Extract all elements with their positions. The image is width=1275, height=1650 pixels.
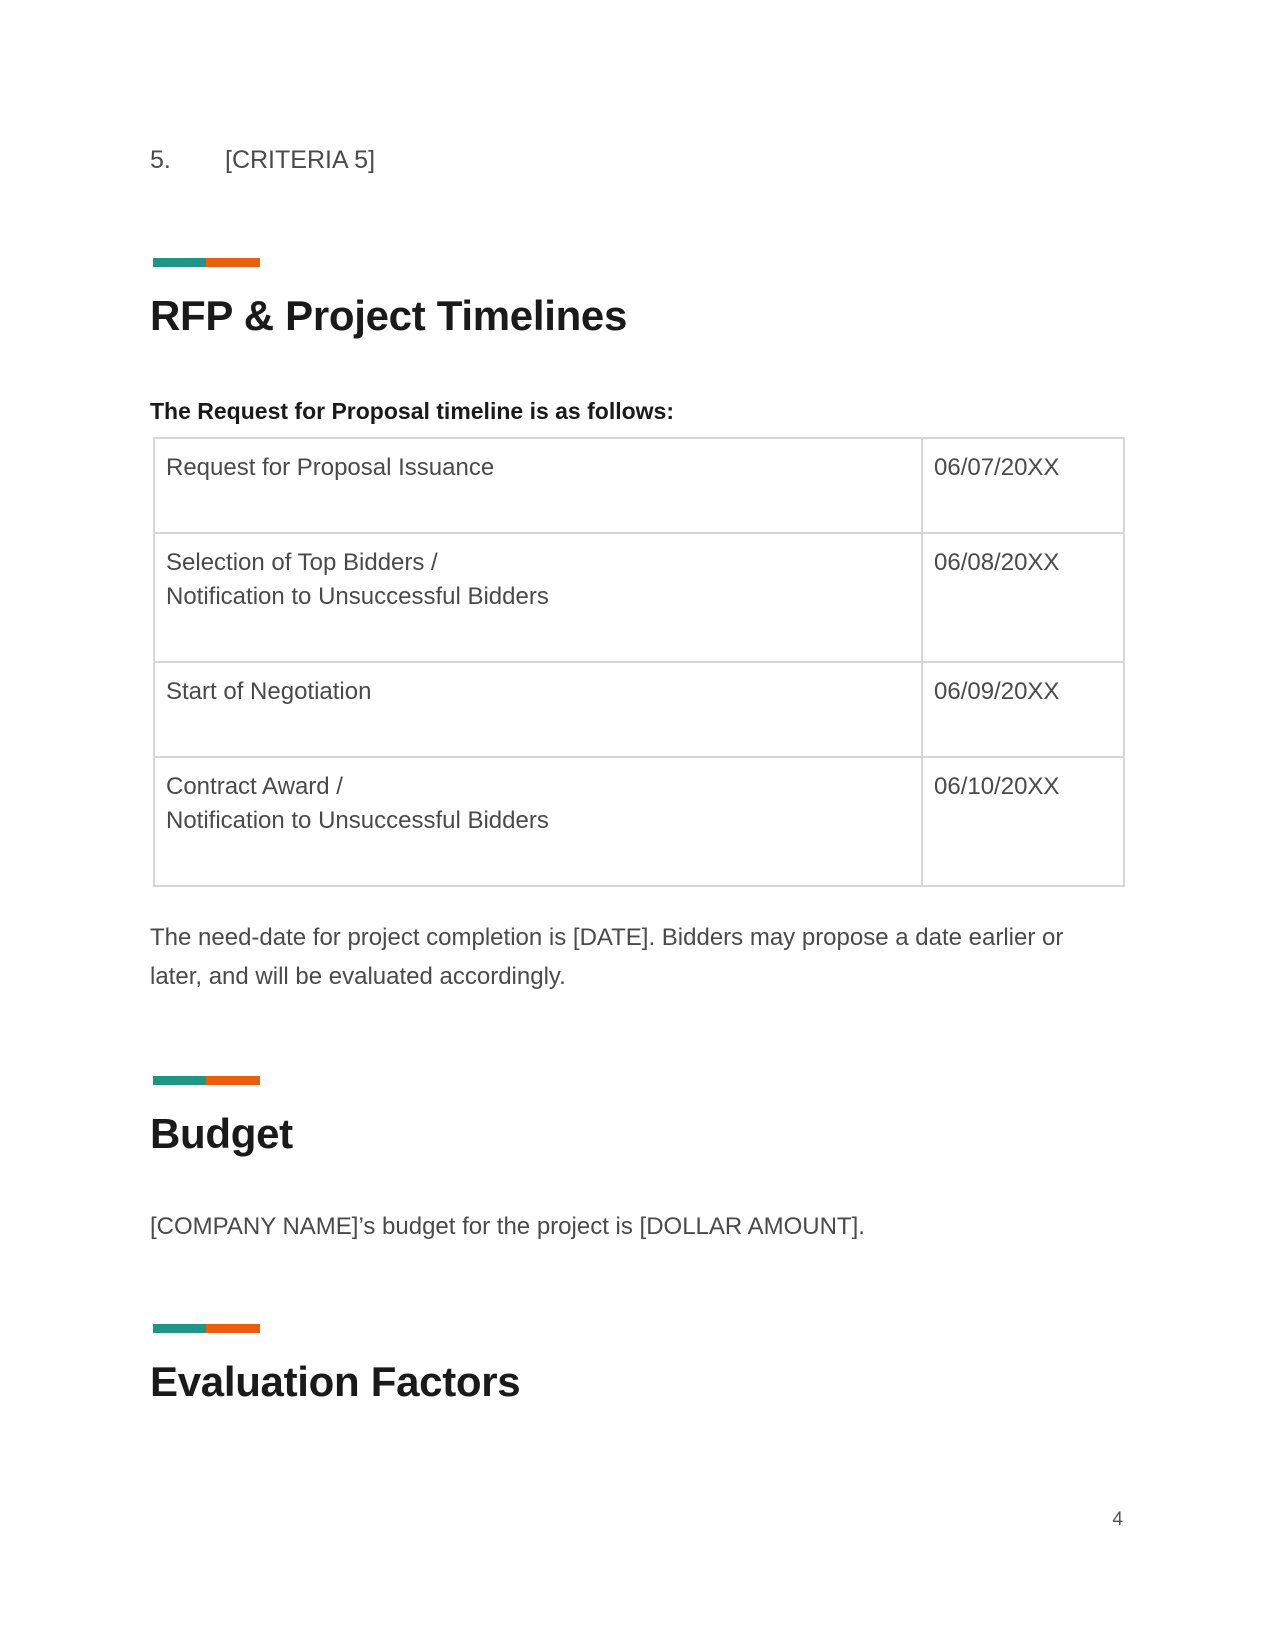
section-heading-budget: Budget (150, 1110, 293, 1157)
section-accent-bar (153, 1324, 260, 1333)
date-cell (922, 757, 1124, 886)
page-number: 4 (1112, 1509, 1123, 1530)
completion-date-note: The need-date for project completion is [DATE]. Bidders may propose a date earlier or later, and will be evaluated accordingly. (150, 924, 1064, 990)
milestone-label: Request for Proposal Issuance (166, 454, 495, 481)
accent-teal-segment (153, 1076, 206, 1085)
milestone-date: 06/10/20XX (934, 773, 1060, 800)
accent-orange-segment (206, 258, 260, 267)
accent-orange-segment (206, 1324, 260, 1333)
milestone-cell (154, 662, 922, 757)
budget-text: [COMPANY NAME]’s budget for the project is [DOLLAR AMOUNT]. (150, 1213, 865, 1240)
milestone-label: Contract Award / (166, 773, 343, 800)
date-cell (922, 662, 1124, 757)
criteria-list-item (150, 146, 375, 175)
table-row (154, 438, 1124, 533)
milestone-cell (154, 757, 922, 886)
milestone-cell (154, 438, 922, 533)
table-row (154, 533, 1124, 662)
milestone-label: Start of Negotiation (166, 678, 372, 705)
milestone-label: Notification to Unsuccessful Bidders (166, 583, 549, 610)
milestone-date: 06/07/20XX (934, 454, 1060, 481)
accent-teal-segment (153, 258, 206, 267)
list-item-text: [CRITERIA 5] (225, 146, 376, 174)
section-heading-evaluation: Evaluation Factors (150, 1358, 521, 1405)
timeline-table (153, 437, 1125, 887)
milestone-label: Notification to Unsuccessful Bidders (166, 807, 549, 834)
accent-orange-segment (206, 1076, 260, 1085)
table-row (154, 662, 1124, 757)
milestone-date: 06/09/20XX (934, 678, 1060, 705)
milestone-date: 06/08/20XX (934, 549, 1060, 576)
list-item-number: 5. (150, 146, 171, 174)
milestone-cell (154, 533, 922, 662)
timeline-lead-text: The Request for Proposal timeline is as follows: (150, 398, 674, 424)
section-accent-bar (153, 1076, 260, 1085)
accent-teal-segment (153, 1324, 206, 1333)
section-heading-timelines: RFP & Project Timelines (150, 292, 628, 339)
date-cell (922, 533, 1124, 662)
milestone-label: Selection of Top Bidders / (166, 549, 438, 576)
date-cell (922, 438, 1124, 533)
section-accent-bar (153, 258, 260, 267)
table-row (154, 757, 1124, 886)
